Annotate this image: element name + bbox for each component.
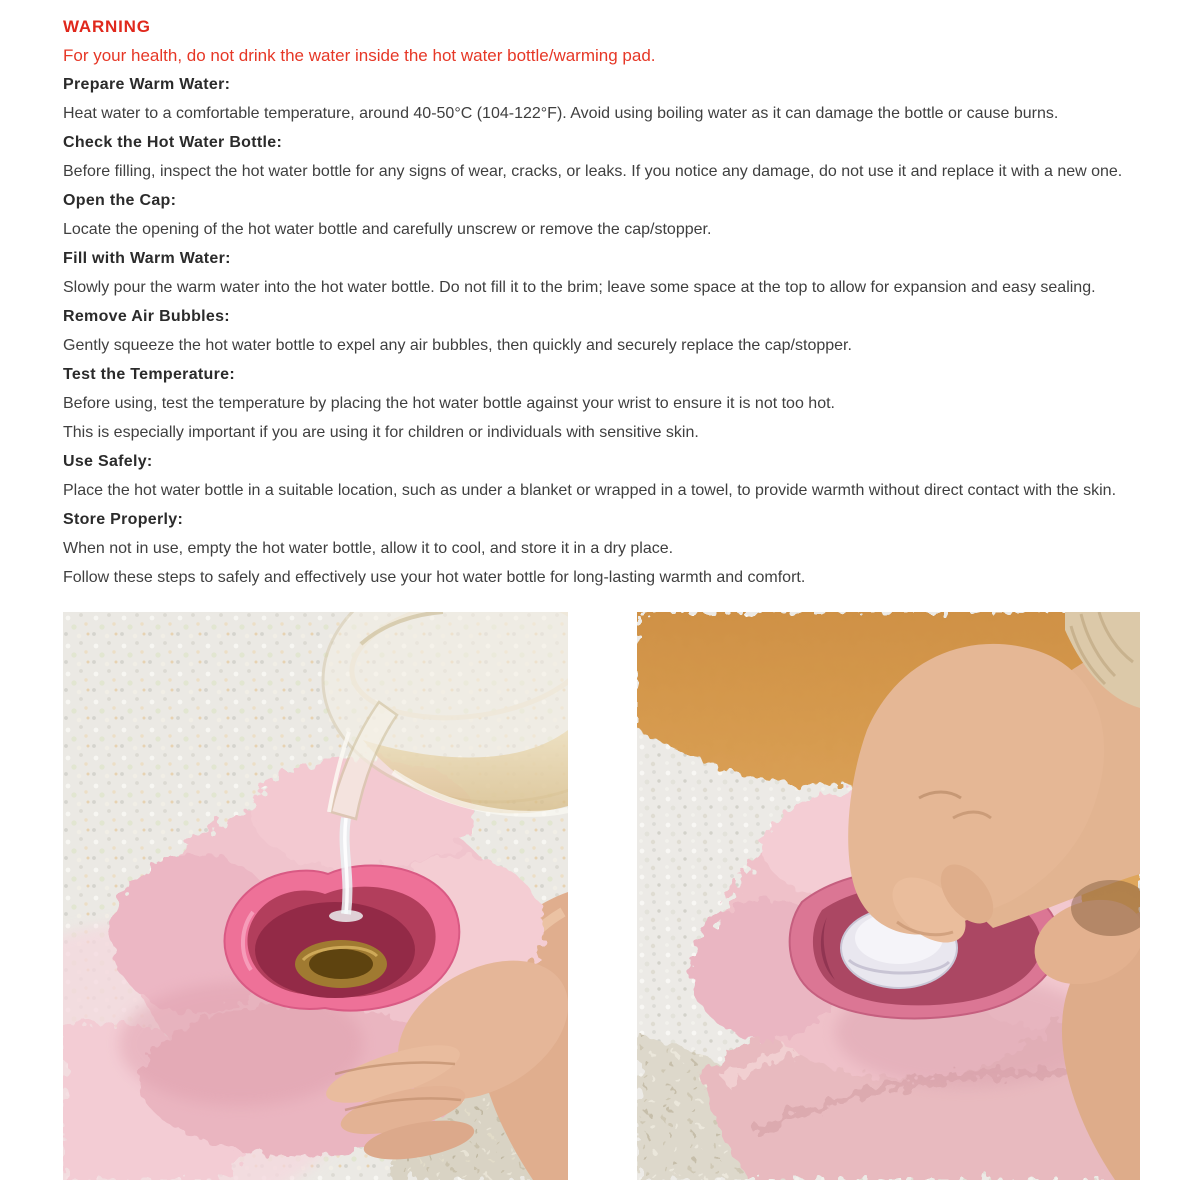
step-remove-air <box>63 302 1170 360</box>
step-text: Gently squeeze the hot water bottle to expel any air bubbles, then quickly and securely replace the cap/stopper. <box>63 337 852 354</box>
step-check-bottle <box>63 128 1170 186</box>
step-heading: Use Safely: <box>63 453 153 470</box>
photo-fill-with-warm-water <box>63 612 568 1180</box>
photo-insert-cap <box>637 612 1140 1180</box>
step-heading: Check the Hot Water Bottle: <box>63 134 283 151</box>
step-use-safely <box>63 447 1170 505</box>
step-open-cap <box>63 186 1170 244</box>
step-heading: Store Properly: <box>63 511 184 528</box>
step-fill-water <box>63 244 1170 302</box>
step-text: Slowly pour the warm water into the hot water bottle. Do not fill it to the brim; leave some space at the top to allow for expansion and easy sealing. <box>63 279 1096 296</box>
step-text: Before filling, inspect the hot water bottle for any signs of wear, cracks, or leaks. If you notice any damage, do not use it and replace it with a new one. <box>63 163 1123 180</box>
step-test-temperature <box>63 360 1170 447</box>
warning-title: WARNING <box>63 17 151 36</box>
step-text: Heat water to a comfortable temperature, around 40-50°C (104-122°F). Avoid using boiling water as it can damage the bottle or cause burns. <box>63 105 1059 122</box>
step-heading: Fill with Warm Water: <box>63 250 231 267</box>
step-heading: Open the Cap: <box>63 192 177 209</box>
bottle-opening <box>225 865 460 1010</box>
glass-kettle <box>323 612 568 819</box>
step-heading: Test the Temperature: <box>63 366 235 383</box>
step-text: Locate the opening of the hot water bottle and carefully unscrew or remove the cap/stopper. <box>63 221 712 238</box>
step-heading: Remove Air Bubbles: <box>63 308 230 325</box>
step-text: Follow these steps to safely and effectively use your hot water bottle for long-lasting warmth and comfort. <box>63 569 806 586</box>
step-text: This is especially important if you are using it for children or individuals with sensitive skin. <box>63 424 699 441</box>
step-store-properly <box>63 505 1170 592</box>
step-prepare-warm-water <box>63 70 1170 128</box>
step-heading: Prepare Warm Water: <box>63 76 231 93</box>
photo-row <box>63 612 1170 1180</box>
step-text: Place the hot water bottle in a suitable location, such as under a blanket or wrapped in a towel, to provide warmth without direct contact with the skin. <box>63 482 1117 499</box>
step-text: When not in use, empty the hot water bottle, allow it to cool, and store it in a dry place. <box>63 540 674 557</box>
step-text: Before using, test the temperature by placing the hot water bottle against your wrist to ensure it is not too hot. <box>63 395 835 412</box>
warning-subtitle: For your health, do not drink the water inside the hot water bottle/warming pad. <box>63 46 656 65</box>
